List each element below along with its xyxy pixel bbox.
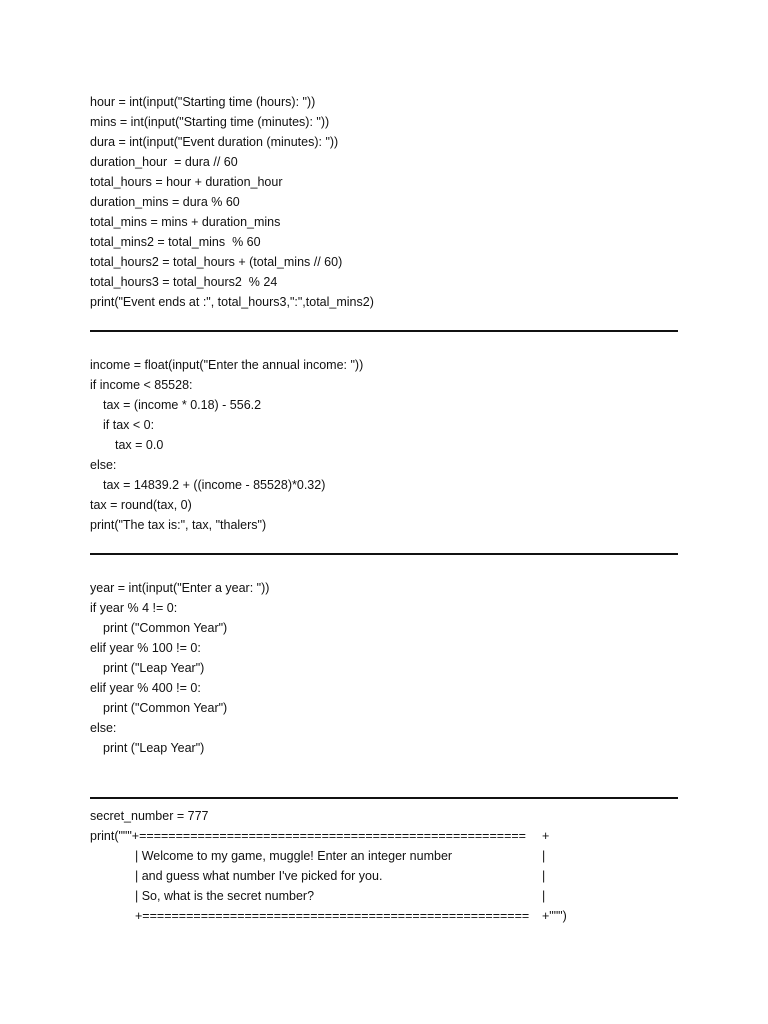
code-line: if year % 4 != 0:	[90, 601, 178, 615]
code-line: print("The tax is:", tax, "thalers")	[90, 518, 267, 532]
banner-open: print("""+=====================================================	[90, 829, 526, 843]
code-line: print ("Common Year")	[103, 701, 228, 715]
code-block-secret-number	[90, 806, 690, 926]
code-line: secret_number = 777	[90, 809, 209, 823]
banner-edge: |	[542, 889, 546, 903]
section-divider	[90, 330, 678, 332]
banner-corner: +""")	[542, 909, 567, 923]
code-line: tax = 0.0	[115, 438, 164, 452]
code-line: if income < 85528:	[90, 378, 193, 392]
code-line: duration_mins = dura % 60	[90, 195, 240, 209]
banner-text: | Welcome to my game, muggle! Enter an integer number	[135, 849, 453, 863]
code-line: total_mins2 = total_mins % 60	[90, 235, 261, 249]
section-divider	[90, 553, 678, 555]
code-line: total_hours3 = total_hours2 % 24	[90, 275, 278, 289]
code-line: total_mins = mins + duration_mins	[90, 215, 281, 229]
banner-text: | So, what is the secret number?	[135, 889, 315, 903]
code-line: elif year % 400 != 0:	[90, 681, 201, 695]
code-line: year = int(input("Enter a year: "))	[90, 581, 270, 595]
section-divider	[90, 797, 678, 799]
banner-row	[90, 866, 690, 886]
code-line: hour = int(input("Starting time (hours): "))	[90, 95, 316, 109]
code-line: dura = int(input("Event duration (minutes): "))	[90, 135, 339, 149]
code-line: tax = 14839.2 + ((income - 85528)*0.32)	[103, 478, 326, 492]
banner-corner: +	[542, 829, 550, 843]
code-line: if tax < 0:	[103, 418, 155, 432]
banner-edge: |	[542, 869, 546, 883]
code-line: elif year % 100 != 0:	[90, 641, 201, 655]
code-block-event-time	[90, 92, 690, 312]
code-line: print ("Leap Year")	[103, 741, 205, 755]
banner-bottom-border	[90, 906, 690, 926]
code-line: mins = int(input("Starting time (minutes): "))	[90, 115, 330, 129]
banner-top-border	[90, 826, 690, 846]
code-line: print ("Leap Year")	[103, 661, 205, 675]
code-line: print ("Common Year")	[103, 621, 228, 635]
code-line: else:	[90, 458, 117, 472]
code-block-tax	[90, 355, 690, 535]
code-line: duration_hour = dura // 60	[90, 155, 238, 169]
banner-edge: |	[542, 849, 546, 863]
code-line: total_hours = hour + duration_hour	[90, 175, 283, 189]
code-line: total_hours2 = total_hours + (total_mins // 60)	[90, 255, 343, 269]
banner-close: +=====================================================	[135, 909, 530, 923]
code-line: else:	[90, 721, 117, 735]
code-line: income = float(input("Enter the annual income: "))	[90, 358, 364, 372]
banner-text: | and guess what number I've picked for you.	[135, 869, 383, 883]
code-block-leap-year	[90, 578, 690, 758]
code-line: tax = (income * 0.18) - 556.2	[103, 398, 262, 412]
banner-row	[90, 886, 690, 906]
banner-row	[90, 846, 690, 866]
code-line: tax = round(tax, 0)	[90, 498, 192, 512]
code-line: print("Event ends at :", total_hours3,":",total_mins2)	[90, 295, 374, 309]
